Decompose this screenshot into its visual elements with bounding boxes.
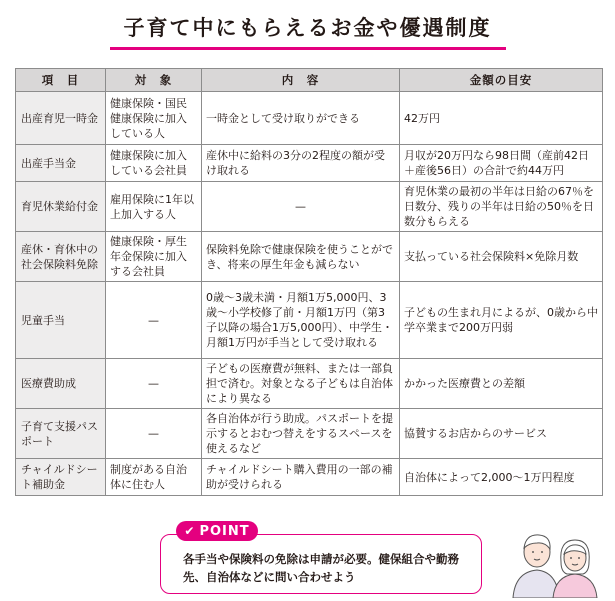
cell-content: 各自治体が行う助成。パスポートを提示するとおむつ替えをするスペースを使えるなど <box>202 409 400 459</box>
cell-amount: 42万円 <box>400 92 603 145</box>
point-label-text: POINT <box>199 523 250 539</box>
cell-target: — <box>106 359 202 409</box>
header-content: 内 容 <box>202 69 400 92</box>
cell-target: — <box>106 282 202 359</box>
header-target: 対 象 <box>106 69 202 92</box>
header-amount: 金額の目安 <box>400 69 603 92</box>
cell-item: 出産手当金 <box>16 145 106 182</box>
cell-item: 医療費助成 <box>16 359 106 409</box>
cell-amount: 協賛するお店からのサービス <box>400 409 603 459</box>
cell-content: チャイルドシート購入費用の一部の補助が受けられる <box>202 459 400 496</box>
cell-content: 保険料免除で健康保険を使うことができ、将来の厚生年金も減らない <box>202 232 400 282</box>
couple-illustration-icon <box>493 520 605 598</box>
table-row <box>16 409 603 459</box>
cell-target: 健康保険・国民健康保険に加入している人 <box>106 92 202 145</box>
cell-target: — <box>106 409 202 459</box>
cell-amount: 育児休業の最初の半年は日給の67％を日数分、残りの半年は日給の50％を日数分もらえる <box>400 182 603 232</box>
cell-item: チャイルドシート補助金 <box>16 459 106 496</box>
table-row <box>16 359 603 409</box>
cell-amount: 自治体によって2,000〜1万円程度 <box>400 459 603 496</box>
cell-amount: 支払っている社会保険料×免除月数 <box>400 232 603 282</box>
cell-content: 一時金として受け取りができる <box>202 92 400 145</box>
title-area <box>0 0 615 56</box>
table-row <box>16 182 603 232</box>
page-title: 子育て中にもらえるお金や優遇制度 <box>110 6 506 50</box>
cell-item: 出産育児一時金 <box>16 92 106 145</box>
cell-amount: 子どもの生まれ月によるが、0歳から中学卒業まで200万円弱 <box>400 282 603 359</box>
cell-content: 産休中に給料の3分の2程度の額が受け取れる <box>202 145 400 182</box>
point-label <box>176 521 258 541</box>
table-header-row <box>16 69 603 92</box>
benefits-table <box>15 68 603 496</box>
cell-target: 健康保険・厚生年金保険に加入する会社員 <box>106 232 202 282</box>
cell-target: 健康保険に加入している会社員 <box>106 145 202 182</box>
cell-content: 子どもの医療費が無料、または一部負担で済む。対象となる子どもは自治体により異なる <box>202 359 400 409</box>
cell-item: 児童手当 <box>16 282 106 359</box>
cell-item: 産休・育休中の社会保険料免除 <box>16 232 106 282</box>
table-row <box>16 145 603 182</box>
table-row <box>16 282 603 359</box>
cell-target: 雇用保険に1年以上加入する人 <box>106 182 202 232</box>
table-row <box>16 459 603 496</box>
table-row <box>16 232 603 282</box>
check-icon: ✔ <box>184 524 196 538</box>
cell-content: 0歳〜3歳未満・月額1万5,000円、3歳〜小学校修了前・月額1万円（第3子以降の場合1万5,000円）、中学生・月額1万円が手当として受け取れる <box>202 282 400 359</box>
cell-amount: かかった医療費との差額 <box>400 359 603 409</box>
cell-amount: 月収が20万円なら98日間（産前42日＋産後56日）の合計で約44万円 <box>400 145 603 182</box>
header-item: 項 目 <box>16 69 106 92</box>
cell-item: 子育て支援パスポート <box>16 409 106 459</box>
table-row <box>16 92 603 145</box>
cell-item: 育児休業給付金 <box>16 182 106 232</box>
cell-content: — <box>202 182 400 232</box>
point-text: 各手当や保険料の免除は申請が必要。健保組合や勤務先、自治体などに問い合わせよう <box>183 552 459 584</box>
cell-target: 制度がある自治体に住む人 <box>106 459 202 496</box>
